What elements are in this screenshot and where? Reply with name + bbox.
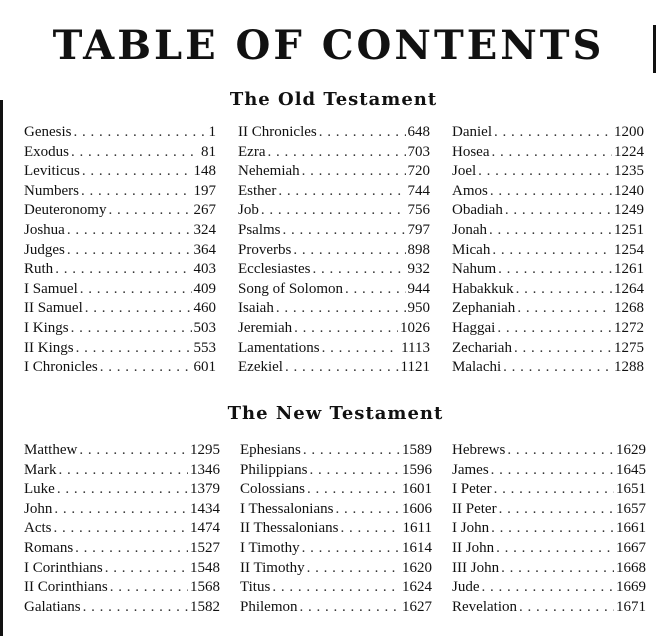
dot-leader	[505, 201, 612, 221]
page-title: TABLE OF CONTENTS	[52, 22, 605, 69]
toc-entry	[238, 299, 430, 319]
toc-entry	[24, 299, 216, 319]
toc-entry	[452, 339, 644, 359]
book-name: I Thessalonians	[240, 500, 334, 517]
book-name: II Chronicles	[238, 124, 317, 140]
book-name: Ezekiel	[238, 359, 283, 376]
page-number: 553	[193, 339, 216, 356]
dot-leader	[310, 461, 400, 481]
book-name: II Corinthians	[24, 579, 108, 596]
page-number: 1589	[402, 442, 432, 458]
dot-leader	[302, 162, 406, 182]
book-name: Song of Solomon	[238, 280, 344, 297]
toc-entry	[24, 480, 220, 500]
dot-leader	[335, 500, 400, 520]
dot-leader	[499, 500, 614, 520]
page-number: 1568	[190, 579, 220, 596]
book-name: I Corinthians	[24, 559, 103, 576]
page-number: 148	[193, 163, 216, 180]
toc-entry	[240, 461, 432, 481]
book-name: James	[452, 461, 489, 478]
toc-entry	[24, 221, 216, 241]
page-number: 898	[407, 241, 430, 258]
new-testament-column-1	[24, 441, 220, 617]
book-name: Genesis	[24, 124, 72, 140]
toc-entry	[452, 299, 644, 319]
toc-entry	[24, 201, 216, 221]
page-number: 1249	[614, 202, 644, 219]
new-testament-column-3	[452, 441, 646, 617]
book-name: Amos	[452, 182, 488, 199]
book-name: Daniel	[452, 124, 492, 140]
dot-leader	[261, 201, 406, 221]
book-name: Ruth	[24, 261, 54, 278]
toc-entry	[24, 339, 216, 359]
toc-entry	[452, 480, 646, 500]
dot-leader	[501, 559, 614, 579]
toc-entry	[24, 539, 220, 559]
toc-entry	[240, 480, 432, 500]
dot-leader	[494, 123, 612, 143]
dot-leader	[303, 441, 400, 461]
page-number: 1434	[190, 500, 220, 517]
dot-leader	[278, 182, 405, 202]
dot-leader	[67, 241, 192, 261]
toc-entry	[452, 182, 644, 202]
dot-leader	[300, 598, 400, 618]
page-number: 932	[407, 261, 430, 278]
toc-entry	[238, 358, 430, 378]
dot-leader	[340, 519, 400, 539]
toc-entry	[24, 500, 220, 520]
page-number: 950	[407, 300, 430, 317]
page-number: 197	[193, 182, 216, 199]
book-name: Philippians	[240, 461, 308, 478]
old-testament-column-3	[452, 123, 644, 378]
dot-leader	[492, 143, 613, 163]
toc-entry	[238, 339, 430, 359]
page-number: 1601	[402, 481, 432, 498]
book-name: Mark	[24, 461, 57, 478]
dot-leader	[307, 559, 400, 579]
book-name: Habakkuk	[452, 280, 514, 297]
page-number: 1596	[402, 461, 432, 478]
new-testament-column-2	[240, 441, 432, 617]
page-number: 1624	[402, 579, 432, 596]
dot-leader	[312, 260, 405, 280]
toc-entry	[238, 182, 430, 202]
old-testament-column-1	[24, 123, 216, 378]
dot-leader	[85, 299, 192, 319]
dot-leader	[489, 221, 612, 241]
book-name: Colossians	[240, 481, 306, 498]
toc-entry	[238, 201, 430, 221]
book-name: Philemon	[240, 598, 298, 615]
toc-entry	[452, 598, 646, 618]
page-number: 1611	[402, 520, 432, 537]
page-number: 1240	[614, 182, 644, 199]
page-number: 720	[407, 163, 430, 180]
dot-leader	[82, 162, 192, 182]
page-number: 1645	[616, 461, 646, 478]
book-name: Micah	[452, 241, 491, 258]
dot-leader	[81, 182, 192, 202]
left-border-rule	[0, 100, 3, 636]
toc-entry	[452, 280, 644, 300]
page-number: 409	[193, 280, 216, 297]
dot-leader	[75, 539, 188, 559]
book-name: Haggai	[452, 319, 496, 336]
book-name: Ecclesiastes	[238, 261, 311, 278]
dot-leader	[67, 221, 192, 241]
book-name: Joel	[452, 163, 477, 180]
book-name: Acts	[24, 520, 52, 537]
toc-entry	[452, 319, 644, 339]
page-number: 267	[193, 202, 216, 219]
page-number: 460	[193, 300, 216, 317]
toc-entry	[238, 123, 430, 143]
book-name: III John	[452, 559, 500, 576]
dot-leader	[76, 339, 192, 359]
dot-leader	[293, 241, 405, 261]
page-number: 1268	[614, 300, 644, 317]
page-number: 81	[201, 143, 216, 160]
toc-entry	[24, 358, 216, 378]
dot-leader	[517, 299, 612, 319]
page-number: 1606	[402, 500, 432, 517]
dot-leader	[79, 441, 188, 461]
toc-entry	[452, 260, 644, 280]
page-number: 797	[407, 221, 430, 238]
dot-leader	[302, 539, 400, 559]
book-name: Jonah	[452, 221, 487, 238]
book-name: Esther	[238, 182, 277, 199]
toc-entry	[452, 578, 646, 598]
toc-entry	[24, 461, 220, 481]
toc-entry	[238, 280, 430, 300]
book-name: Psalms	[238, 221, 281, 238]
page-number: 403	[193, 261, 216, 278]
toc-entry	[452, 143, 644, 163]
dot-leader	[71, 319, 192, 339]
page-number: 944	[407, 280, 430, 297]
dot-leader	[54, 519, 189, 539]
dot-leader	[294, 319, 398, 339]
page-number: 1235	[614, 163, 644, 180]
dot-leader	[71, 143, 199, 163]
dot-leader	[345, 280, 405, 300]
page-number: 1	[208, 124, 216, 140]
book-name: Zephaniah	[452, 300, 516, 317]
toc-entry	[238, 221, 430, 241]
page-number: 1261	[614, 261, 644, 278]
toc-entry	[238, 260, 430, 280]
dot-leader	[491, 519, 614, 539]
toc-entry	[452, 201, 644, 221]
page-number: 1627	[402, 598, 432, 615]
toc-entry	[240, 578, 432, 598]
toc-entry	[24, 519, 220, 539]
toc-entry	[24, 280, 216, 300]
toc-entry	[238, 143, 430, 163]
page-number: 744	[407, 182, 430, 199]
book-name: I Timothy	[240, 539, 300, 556]
book-name: Lamentations	[238, 339, 320, 356]
book-name: Matthew	[24, 442, 78, 458]
toc-entry	[240, 598, 432, 618]
toc-entry	[24, 578, 220, 598]
page-number: 1474	[190, 520, 220, 537]
book-name: II Thessalonians	[240, 520, 339, 537]
book-name: I John	[452, 520, 490, 537]
dot-leader	[283, 221, 406, 241]
book-name: Proverbs	[238, 241, 292, 258]
toc-entry	[452, 539, 646, 559]
dot-leader	[276, 299, 406, 319]
dot-leader	[497, 319, 612, 339]
book-name: Leviticus	[24, 163, 80, 180]
toc-entry	[452, 519, 646, 539]
toc-entry	[238, 162, 430, 182]
dot-leader	[285, 358, 399, 378]
book-name: Revelation	[452, 598, 517, 615]
toc-entry	[240, 441, 432, 461]
page-number: 1661	[616, 520, 646, 537]
page-number: 1275	[614, 339, 644, 356]
page-number: 1254	[614, 241, 644, 258]
toc-entry	[24, 441, 220, 461]
book-name: Titus	[240, 579, 271, 596]
page-number: 1614	[402, 539, 432, 556]
book-name: Isaiah	[238, 300, 274, 317]
dot-leader	[496, 539, 614, 559]
book-name: I Peter	[452, 481, 492, 498]
toc-entry	[452, 358, 644, 378]
toc-entry	[24, 123, 216, 143]
page-number: 1582	[190, 598, 220, 615]
book-name: Malachi	[452, 359, 502, 376]
page-number: 1113	[401, 339, 430, 356]
dot-leader	[519, 598, 614, 618]
toc-entry	[24, 143, 216, 163]
book-name: II John	[452, 539, 495, 556]
dot-leader	[83, 598, 188, 618]
book-name: Luke	[24, 481, 55, 498]
page-number: 1026	[400, 319, 430, 336]
book-name: I Kings	[24, 319, 69, 336]
toc-entry	[24, 598, 220, 618]
toc-entry	[452, 241, 644, 261]
page-number: 1346	[190, 461, 220, 478]
page-number: 324	[193, 221, 216, 238]
dot-leader	[516, 280, 612, 300]
dot-leader	[492, 241, 612, 261]
book-name: Obadiah	[452, 202, 503, 219]
toc-entry	[24, 319, 216, 339]
page-number: 1651	[616, 481, 646, 498]
page-number: 1224	[614, 143, 644, 160]
page-number: 1667	[616, 539, 646, 556]
dot-leader	[507, 441, 614, 461]
new-testament-heading: The New Testament	[227, 403, 444, 424]
dot-leader	[59, 461, 189, 481]
dot-leader	[503, 358, 612, 378]
dot-leader	[478, 162, 612, 182]
page-number: 1629	[616, 442, 646, 458]
book-name: Numbers	[24, 182, 79, 199]
dot-leader	[267, 143, 405, 163]
old-testament-column-2	[238, 123, 430, 378]
page-number: 1264	[614, 280, 644, 297]
page-number: 1272	[614, 319, 644, 336]
book-name: John	[24, 500, 53, 517]
dot-leader	[482, 578, 615, 598]
toc-entry	[24, 182, 216, 202]
book-name: Exodus	[24, 143, 69, 160]
book-name: Ephesians	[240, 442, 301, 458]
page-number: 1200	[614, 124, 644, 140]
book-name: I Chronicles	[24, 359, 98, 376]
book-name: Ezra	[238, 143, 266, 160]
toc-entry	[238, 241, 430, 261]
book-name: Joshua	[24, 221, 65, 238]
page-number: 1669	[616, 579, 646, 596]
page-number: 503	[193, 319, 216, 336]
toc-entry	[24, 162, 216, 182]
page-number: 648	[407, 124, 430, 140]
toc-entry	[24, 241, 216, 261]
dot-leader	[322, 339, 399, 359]
book-name: I Samuel	[24, 280, 78, 297]
dot-leader	[307, 480, 400, 500]
toc-entry	[240, 519, 432, 539]
book-name: Galatians	[24, 598, 81, 615]
dot-leader	[55, 260, 191, 280]
toc-entry	[452, 123, 644, 143]
book-name: Jude	[452, 579, 480, 596]
page-number: 1671	[616, 598, 646, 615]
page-number: 601	[193, 359, 216, 376]
old-testament-heading: The Old Testament	[229, 89, 438, 110]
toc-entry	[24, 559, 220, 579]
toc-entry	[24, 260, 216, 280]
book-name: Deuteronomy	[24, 202, 107, 219]
page-number: 1295	[190, 442, 220, 458]
dot-leader	[110, 578, 188, 598]
toc-entry	[452, 559, 646, 579]
dot-leader	[54, 500, 188, 520]
book-name: II Timothy	[240, 559, 305, 576]
toc-entry	[452, 441, 646, 461]
toc-entry	[452, 162, 644, 182]
page-number: 1657	[616, 500, 646, 517]
page-number: 1251	[614, 221, 644, 238]
book-name: Judges	[24, 241, 65, 258]
dot-leader	[272, 578, 400, 598]
dot-leader	[319, 123, 406, 143]
book-name: Zechariah	[452, 339, 512, 356]
dot-leader	[514, 339, 612, 359]
dot-leader	[100, 358, 192, 378]
toc-entry	[240, 500, 432, 520]
dot-leader	[74, 123, 207, 143]
dot-leader	[80, 280, 192, 300]
book-name: II Peter	[452, 500, 497, 517]
book-name: Romans	[24, 539, 74, 556]
page-number: 1288	[614, 359, 644, 376]
dot-leader	[108, 201, 191, 221]
book-name: Nehemiah	[238, 163, 300, 180]
toc-entry	[240, 539, 432, 559]
page-number: 1527	[190, 539, 220, 556]
dot-leader	[490, 182, 612, 202]
toc-entry	[452, 500, 646, 520]
book-name: II Kings	[24, 339, 74, 356]
toc-entry	[452, 221, 644, 241]
page-number: 1548	[190, 559, 220, 576]
dot-leader	[494, 480, 614, 500]
dot-leader	[491, 461, 614, 481]
page-number: 364	[193, 241, 216, 258]
toc-entry	[452, 461, 646, 481]
book-name: Job	[238, 202, 259, 219]
book-name: Hosea	[452, 143, 490, 160]
page-number: 1121	[400, 359, 430, 376]
page-number: 1620	[402, 559, 432, 576]
dot-leader	[498, 260, 612, 280]
dot-leader	[105, 559, 188, 579]
book-name: Jeremiah	[238, 319, 293, 336]
book-name: Nahum	[452, 261, 497, 278]
toc-entry	[238, 319, 430, 339]
toc-entry	[240, 559, 432, 579]
page-number: 1379	[190, 481, 220, 498]
book-name: Hebrews	[452, 442, 506, 458]
page-number: 1668	[616, 559, 646, 576]
dot-leader	[57, 480, 188, 500]
page-number: 703	[407, 143, 430, 160]
book-name: II Samuel	[24, 300, 83, 317]
page-number: 756	[407, 202, 430, 219]
